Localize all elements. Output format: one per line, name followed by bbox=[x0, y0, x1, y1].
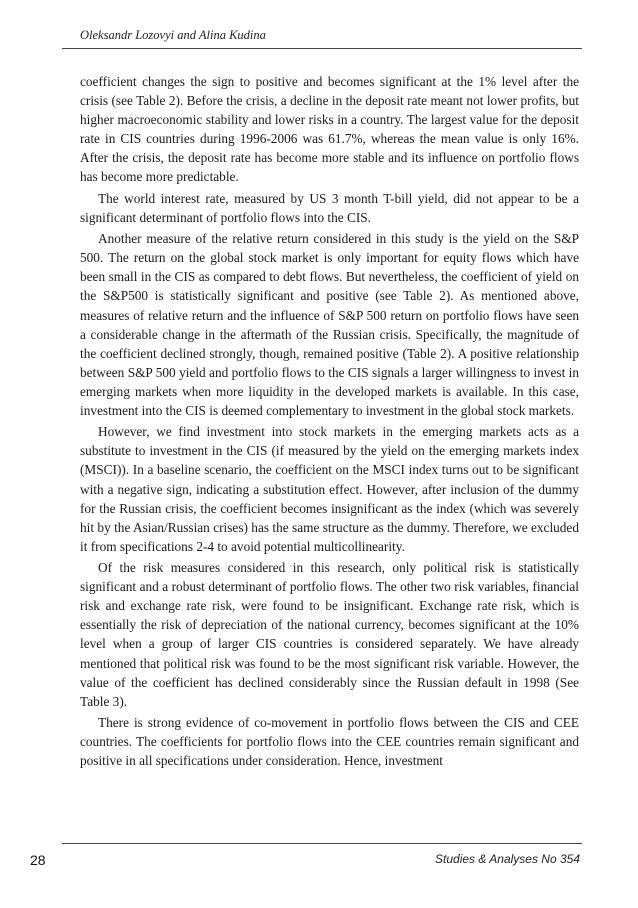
page-number: 28 bbox=[30, 852, 46, 868]
series-label: Studies & Analyses No 354 bbox=[435, 852, 580, 866]
header-rule bbox=[62, 48, 582, 49]
paragraph-5: Of the risk measures considered in this research, only political risk is statistically significant and a robust determinant of portfolio flows. The other two risk variables, financial risk and exchange rate risk, were found to be insignificant. Exchange rate risk, which is essentially the risk of depreciation of the national currency, becomes significant at the 10% level when a group of larger CIS countries is considered separately. We have already mentioned that political risk was found to be the most significant risk variable. However, the value of the coefficient has declined considerably since the Russian default in 1998 (See Table 3). bbox=[80, 560, 579, 709]
paragraph-6: There is strong evidence of co-movement in portfolio flows between the CIS and CEE countries. The coefficients for portfolio flows into the CEE countries remain significant and positive in all specifications under consideration. Hence, investment bbox=[80, 715, 579, 769]
paragraph-3: Another measure of the relative return considered in this study is the yield on the S&P 500. The return on the global stock market is only important for equity flows which have been small in the CIS as compared to debt flows. But nevertheless, the coefficient of yield on the S&P500 is statistically significant and positive (see Table 2). As mentioned above, measures of relative return and the influence of S&P 500 return on portfolio flows have seen a considerable change in the aftermath of the Russian crisis. Specifically, the magnitude of the coefficient declined strongly, though, remained positive (Table 2). A positive relationship between S&P 500 yield and portfolio flows to the CIS signals a larger willingness to invest in emerging markets when more liquidity in the developed markets is available. In this case, investment into the CIS is deemed complementary to investment in the global stock markets. bbox=[80, 231, 579, 418]
body-text bbox=[80, 72, 579, 773]
paragraph-4: However, we find investment into stock markets in the emerging markets acts as a substitute to investment in the CIS (if measured by the yield on the emerging markets index (MSCI)). In a baseline scenario, the coefficient on the MSCI index turns out to be significant with a negative sign, indicating a substitution effect. However, after inclusion of the dummy for the Russian crisis, the coefficient becomes insignificant as the index (which was severely hit by the Asian/Russian crises) has the same structure as the dummy. Therefore, we excluded it from specifications 2-4 to avoid potential multicollinearity. bbox=[80, 424, 579, 554]
footer-rule bbox=[62, 843, 582, 844]
paragraph-1: coefficient changes the sign to positive and becomes significant at the 1% level after the crisis (see Table 2). Before the crisis, a decline in the deposit rate meant not lower profits, but higher macroeconomic stability and lower risks in a country. The largest value for the deposit rate in CIS countries during 1996-2006 was 61.7%, whereas the mean value is only 16%. After the crisis, the deposit rate has become more stable and its influence on portfolio flows has become more predictable. bbox=[80, 74, 579, 185]
paragraph-2: The world interest rate, measured by US 3 month T-bill yield, did not appear to be a significant determinant of portfolio flows into the CIS. bbox=[80, 190, 579, 225]
running-header-authors: Oleksandr Lozovyi and Alina Kudina bbox=[80, 28, 266, 42]
